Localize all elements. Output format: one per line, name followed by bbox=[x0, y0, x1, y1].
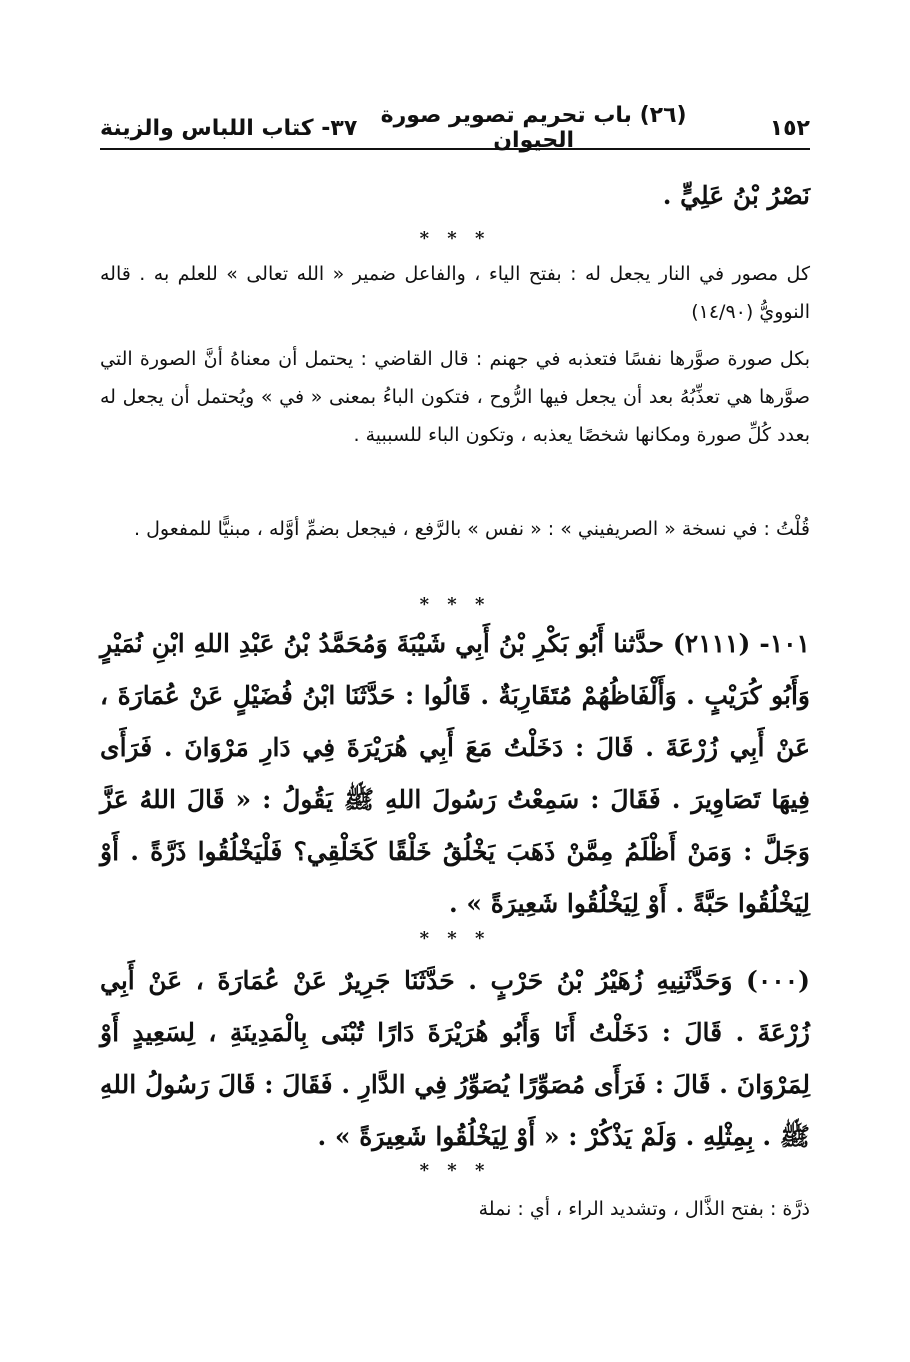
page-number: ١٥٢ bbox=[769, 115, 810, 141]
separator-2: * * * bbox=[419, 594, 491, 615]
header-rule bbox=[100, 148, 810, 150]
separator-3: * * * bbox=[419, 928, 491, 949]
hadith-101: ١٠١- (٢١١١) حدَّثنا أَبُو بَكْرِ بْنُ أَبِي شَيْبَةَ وَمُحَمَّدُ بْنُ عَبْدِ اللهِ ابْنِ نُمَيْرٍ وَأَبُو كُرَيْبٍ . وَأَلْفَاظُهُمْ مُتَقَارِبَةٌ . قَالُوا : حَدَّثَنَا ابْنُ فُضَيْلٍ عَنْ عُمَارَةَ ، عَنْ أَبِي زُرْعَةَ . قَالَ : دَخَلْتُ مَعَ أَبِي هُرَيْرَةَ فِي دَارِ مَرْوَانَ . فَرَأَى فِيهَا تَصَاوِيرَ . فَقَالَ : سَمِعْتُ رَسُولَ اللهِ ﷺ يَقُولُ : « قَالَ اللهُ عَزَّ وَجَلَّ : وَمَنْ أَظْلَمُ مِمَّنْ ذَهَبَ يَخْلُقُ خَلْقًا كَخَلْقِي؟ فَلْيَخْلُقُوا ذَرَّةً . أَوْ لِيَخْلُقُوا حَبَّةً . أَوْ لِيَخْلُقُوا شَعِيرَةً » . bbox=[100, 629, 810, 918]
top-line: نَصْرُ بْنُ عَلِيٍّ . bbox=[662, 181, 810, 210]
explanation-note-1: كل مصور في النار يجعل له : بفتح الياء ، والفاعل ضمير « الله تعالى » للعلم به . قاله النوويُّ (١٤/٩٠) bbox=[100, 263, 810, 323]
chapter-title: (٢٦) باب تحريم تصوير صورة الحيوان bbox=[380, 103, 687, 153]
book-title: ٣٧- كتاب اللباس والزينة bbox=[100, 115, 358, 141]
separator-4: * * * bbox=[419, 1160, 491, 1181]
footnote: ذرَّة : بفتح الذَّال ، وتشديد الراء ، أي : نملة bbox=[478, 1198, 810, 1220]
separator-1: * * * bbox=[419, 228, 491, 249]
explanation-note-3: قُلْتُ : في نسخة « الصريفيني » : « نفس » بالرَّفع ، فيجعل بضمِّ أوَّله ، مبنيًّا للمفعول . bbox=[134, 518, 810, 540]
hadith-000: (٠٠٠) وَحَدَّثَنِيهِ زُهَيْرُ بْنُ حَرْبٍ . حَدَّثَنَا جَرِيرٌ عَنْ عُمَارَةَ ، عَنْ أَبِي زُرْعَةَ . قَالَ : دَخَلْتُ أَنَا وَأَبُو هُرَيْرَةَ دَارًا تُبْنَى بِالْمَدِينَةِ ، لِسَعِيدٍ أَوْ لِمَرْوَانَ . قَالَ : فَرَأَى مُصَوِّرًا يُصَوِّرُ فِي الدَّارِ . فَقَالَ : قَالَ رَسُولُ اللهِ ﷺ . بِمِثْلِهِ . وَلَمْ يَذْكُرْ : « أَوْ لِيَخْلُقُوا شَعِيرَةً » . bbox=[100, 966, 810, 1151]
page-header bbox=[100, 103, 810, 153]
explanation-note-2: بكل صورة صوَّرها نفسًا فتعذبه في جهنم : قال القاضي : يحتمل أن معناهُ أنَّ الصورة التي صوَّرها هي تعذِّبُهُ بعد أن يجعل فيها الرُّوح ، فتكون الباءُ بمعنى « في » ويُحتمل أن يجعل له بعدد كُلِّ صورة ومكانها شخصًا يعذبه ، وتكون الباء للسببية . bbox=[100, 348, 810, 446]
